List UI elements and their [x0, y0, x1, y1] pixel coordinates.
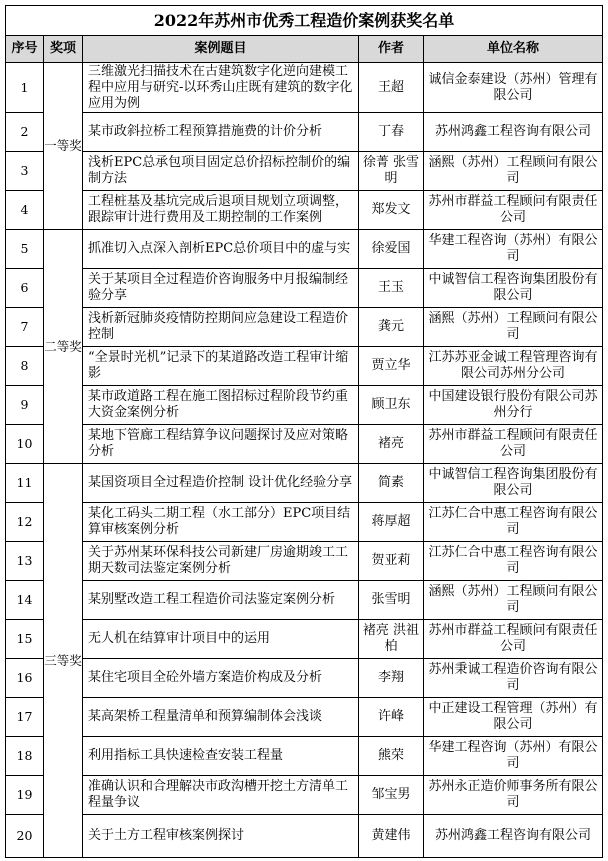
- organization-name: 江苏仁合中惠工程咨询有限公司: [424, 542, 603, 581]
- author-name: 丁春: [359, 113, 424, 152]
- header-organization: 单位名称: [424, 36, 603, 63]
- entry-number: 17: [6, 698, 44, 737]
- author-name: 贾立华: [359, 347, 424, 386]
- organization-name: 华建工程咨询（苏州）有限公司: [424, 230, 603, 269]
- organization-name: 苏州市群益工程顾问有限责任公司: [424, 191, 603, 230]
- author-name: 简素: [359, 464, 424, 503]
- author-name: 熊荣: [359, 737, 424, 776]
- case-title: 某国资项目全过程造价控制 设计优化经验分享: [83, 464, 359, 503]
- organization-name: 苏州鸿鑫工程咨询有限公司: [424, 815, 603, 858]
- header-author: 作者: [359, 36, 424, 63]
- author-name: 张雪明: [359, 581, 424, 620]
- entry-number: 3: [6, 152, 44, 191]
- award-first-prize: 一等奖: [44, 63, 83, 230]
- organization-name: 华建工程咨询（苏州）有限公司: [424, 737, 603, 776]
- table-title: 2022年苏州市优秀工程造价案例获奖名单: [6, 6, 603, 36]
- award-second-prize: 二等奖: [44, 230, 83, 464]
- case-title: 无人机在结算审计项目中的运用: [83, 620, 359, 659]
- author-name: 徐菁 张雪明: [359, 152, 424, 191]
- author-name: 李翔: [359, 659, 424, 698]
- author-name: 顾卫东: [359, 386, 424, 425]
- header-case-title: 案例题目: [83, 36, 359, 63]
- author-name: 徐爱国: [359, 230, 424, 269]
- entry-number: 18: [6, 737, 44, 776]
- author-name: 王玉: [359, 269, 424, 308]
- organization-name: 涵熙（苏州）工程顾问有限公司: [424, 308, 603, 347]
- entry-number: 20: [6, 815, 44, 858]
- organization-name: 苏州永正造价师事务所有限公司: [424, 776, 603, 815]
- case-title: 利用指标工具快速检查安装工程量: [83, 737, 359, 776]
- entry-number: 2: [6, 113, 44, 152]
- author-name: 贺亚莉: [359, 542, 424, 581]
- award-third-prize: 三等奖: [44, 464, 83, 858]
- case-title: “全景时光机”记录下的某道路改造工程审计缩影: [83, 347, 359, 386]
- organization-name: 诚信金泰建设（苏州）管理有限公司: [424, 63, 603, 113]
- case-title: 关于某项目全过程造价咨询服务中月报编制经验分享: [83, 269, 359, 308]
- author-name: 褚亮: [359, 425, 424, 464]
- case-title: 浅析EPC总承包项目固定总价招标控制价的编制方法: [83, 152, 359, 191]
- case-title: 关于苏州某环保科技公司新建厂房逾期竣工工期天数司法鉴定案例分析: [83, 542, 359, 581]
- author-name: 龚元: [359, 308, 424, 347]
- case-title: 准确认识和合理解决市政沟槽开挖土方清单工程量争议: [83, 776, 359, 815]
- header-award: 奖项: [44, 36, 83, 63]
- entry-number: 15: [6, 620, 44, 659]
- entry-number: 4: [6, 191, 44, 230]
- entry-number: 11: [6, 464, 44, 503]
- organization-name: 中国建设银行股份有限公司苏州分行: [424, 386, 603, 425]
- case-title: 抓准切入点深入剖析EPC总价项目中的虚与实: [83, 230, 359, 269]
- organization-name: 中诚智信工程咨询集团股份有限公司: [424, 269, 603, 308]
- entry-number: 19: [6, 776, 44, 815]
- organization-name: 中正建设工程管理（苏州）有限公司: [424, 698, 603, 737]
- author-name: 许峰: [359, 698, 424, 737]
- organization-name: 苏州鸿鑫工程咨询有限公司: [424, 113, 603, 152]
- entry-number: 14: [6, 581, 44, 620]
- case-title: 某市政道路工程在施工图招标过程阶段节约重大资金案例分析: [83, 386, 359, 425]
- organization-name: 中诚智信工程咨询集团股份有限公司: [424, 464, 603, 503]
- header-number: 序号: [6, 36, 44, 63]
- case-title: 某地下管廊工程结算争议问题探讨及应对策略分析: [83, 425, 359, 464]
- organization-name: 苏州市群益工程顾问有限责任公司: [424, 425, 603, 464]
- entry-number: 12: [6, 503, 44, 542]
- entry-number: 16: [6, 659, 44, 698]
- organization-name: 江苏仁合中惠工程咨询有限公司: [424, 503, 603, 542]
- organization-name: 涵熙（苏州）工程顾问有限公司: [424, 152, 603, 191]
- entry-number: 10: [6, 425, 44, 464]
- author-name: 褚亮 洪祖柏: [359, 620, 424, 659]
- case-title: 浅析新冠肺炎疫情防控期间应急建设工程造价控制: [83, 308, 359, 347]
- case-title: 三维激光扫描技术在古建筑数字化逆向建模工程中应用与研究-以环秀山庄既有建筑的数字化应用为例: [83, 63, 359, 113]
- case-title: 工程桩基及基坑完成后退项目规划立项调整，跟踪审计进行费用及工期控制的工作案例: [83, 191, 359, 230]
- case-title: 某别墅改造工程工程造价司法鉴定案例分析: [83, 581, 359, 620]
- author-name: 王超: [359, 63, 424, 113]
- author-name: 邹宝男: [359, 776, 424, 815]
- organization-name: 江苏苏亚金诚工程管理咨询有限公司苏州分公司: [424, 347, 603, 386]
- author-name: 蒋厚超: [359, 503, 424, 542]
- entry-number: 7: [6, 308, 44, 347]
- organization-name: 涵熙（苏州）工程顾问有限公司: [424, 581, 603, 620]
- case-title: 某市政斜拉桥工程预算措施费的计价分析: [83, 113, 359, 152]
- entry-number: 13: [6, 542, 44, 581]
- author-name: 黄建伟: [359, 815, 424, 858]
- case-title: 某住宅项目全砼外墙方案造价构成及分析: [83, 659, 359, 698]
- entry-number: 6: [6, 269, 44, 308]
- case-title: 关于土方工程审核案例探讨: [83, 815, 359, 858]
- award-list-table: [5, 5, 603, 858]
- case-title: 某化工码头二期工程（水工部分）EPC项目结算审核案例分析: [83, 503, 359, 542]
- entry-number: 1: [6, 63, 44, 113]
- entry-number: 8: [6, 347, 44, 386]
- organization-name: 苏州市群益工程顾问有限责任公司: [424, 620, 603, 659]
- organization-name: 苏州秉诚工程造价咨询有限公司: [424, 659, 603, 698]
- entry-number: 9: [6, 386, 44, 425]
- author-name: 郑发文: [359, 191, 424, 230]
- case-title: 某高架桥工程量清单和预算编制体会浅谈: [83, 698, 359, 737]
- entry-number: 5: [6, 230, 44, 269]
